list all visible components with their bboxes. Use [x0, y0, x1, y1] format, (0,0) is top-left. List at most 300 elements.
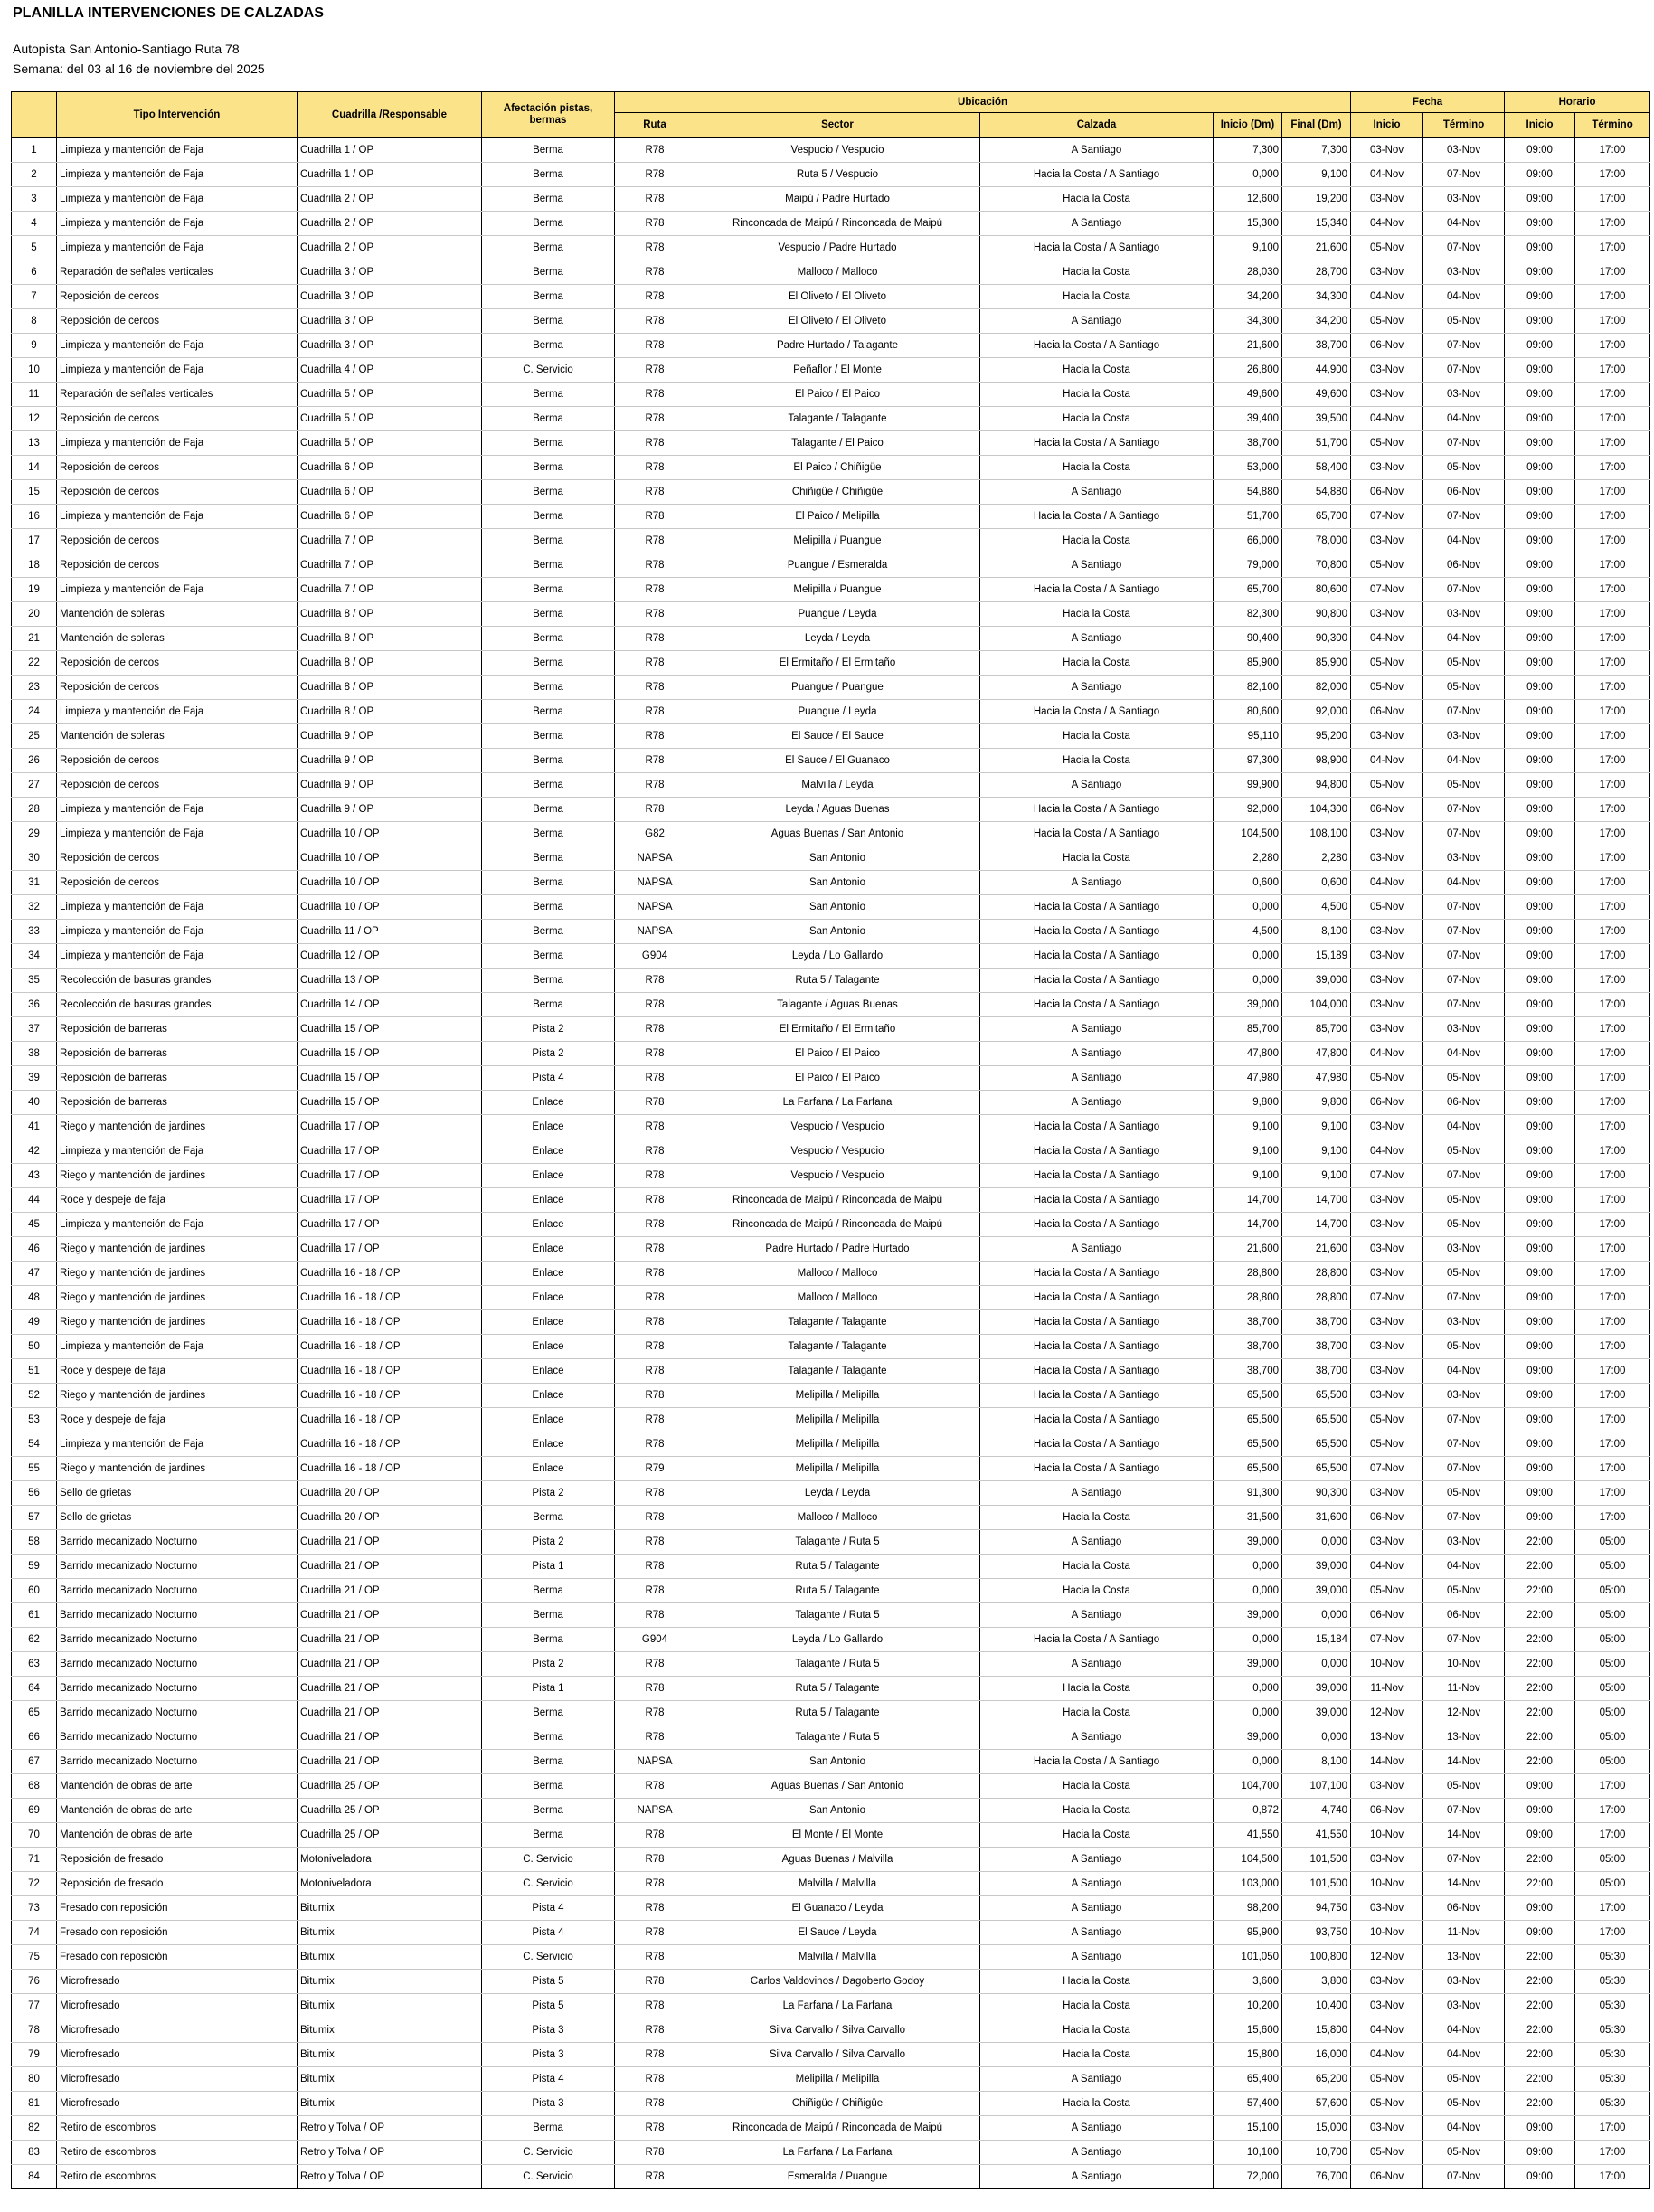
cell-horario-inicio: 09:00 [1505, 2165, 1575, 2189]
cell-final-dm: 85,900 [1282, 651, 1351, 676]
cell-number: 56 [12, 1481, 57, 1506]
cell-tipo: Limpieza y mantención de Faja [57, 1213, 298, 1237]
cell-tipo: Barrido mecanizado Nocturno [57, 1555, 298, 1579]
cell-fecha-inicio: 06-Nov [1351, 334, 1423, 358]
cell-horario-termino: 17:00 [1575, 1774, 1650, 1799]
cell-horario-termino: 05:30 [1575, 2043, 1650, 2067]
cell-inicio-dm: 65,700 [1214, 578, 1282, 602]
cell-horario-inicio: 09:00 [1505, 1335, 1575, 1359]
cell-fecha-inicio: 04-Nov [1351, 285, 1423, 309]
cell-afectacion: Berma [482, 969, 615, 993]
cell-number: 71 [12, 1848, 57, 1872]
cell-tipo: Fresado con reposición [57, 1945, 298, 1970]
cell-fecha-inicio: 04-Nov [1351, 2018, 1423, 2043]
cell-ruta: R78 [615, 1848, 695, 1872]
cell-tipo: Microfresado [57, 2018, 298, 2043]
cell-cuadrilla: Cuadrilla 21 / OP [298, 1725, 482, 1750]
cell-fecha-inicio: 06-Nov [1351, 798, 1423, 822]
cell-inicio-dm: 9,100 [1214, 1164, 1282, 1188]
cell-fecha-termino: 04-Nov [1423, 2018, 1505, 2043]
cell-horario-termino: 17:00 [1575, 187, 1650, 212]
cell-number: 78 [12, 2018, 57, 2043]
cell-calzada: Hacia la Costa [980, 1799, 1214, 1823]
cell-sector: Padre Hurtado / Talagante [695, 334, 980, 358]
cell-horario-inicio: 09:00 [1505, 1384, 1575, 1408]
cell-calzada: Hacia la Costa [980, 2092, 1214, 2116]
cell-number: 67 [12, 1750, 57, 1774]
cell-final-dm: 0,600 [1282, 871, 1351, 895]
cell-number: 14 [12, 456, 57, 480]
cell-tipo: Reposición de fresado [57, 1848, 298, 1872]
cell-sector: Leyda / Lo Gallardo [695, 1628, 980, 1652]
cell-sector: Padre Hurtado / Padre Hurtado [695, 1237, 980, 1262]
cell-horario-inicio: 09:00 [1505, 944, 1575, 969]
cell-calzada: Hacia la Costa [980, 602, 1214, 627]
cell-calzada: A Santiago [980, 1945, 1214, 1970]
cell-tipo: Mantención de obras de arte [57, 1774, 298, 1799]
cell-horario-inicio: 09:00 [1505, 676, 1575, 700]
cell-number: 38 [12, 1042, 57, 1066]
table-row [12, 187, 1650, 212]
cell-calzada: Hacia la Costa / A Santiago [980, 334, 1214, 358]
cell-fecha-inicio: 07-Nov [1351, 505, 1423, 529]
cell-inicio-dm: 3,600 [1214, 1970, 1282, 1994]
table-row [12, 798, 1650, 822]
cell-calzada: Hacia la Costa / A Santiago [980, 505, 1214, 529]
cell-final-dm: 104,000 [1282, 993, 1351, 1017]
cell-ruta: R78 [615, 1408, 695, 1432]
cell-tipo: Recolección de basuras grandes [57, 969, 298, 993]
cell-cuadrilla: Cuadrilla 8 / OP [298, 676, 482, 700]
table-row [12, 1799, 1650, 1823]
table-row [12, 846, 1650, 871]
table-row [12, 1970, 1650, 1994]
cell-cuadrilla: Bitumix [298, 1896, 482, 1921]
cell-fecha-termino: 05-Nov [1423, 1066, 1505, 1091]
cell-fecha-inicio: 04-Nov [1351, 749, 1423, 773]
cell-horario-termino: 05:00 [1575, 1750, 1650, 1774]
cell-final-dm: 16,000 [1282, 2043, 1351, 2067]
cell-fecha-inicio: 07-Nov [1351, 1164, 1423, 1188]
cell-cuadrilla: Bitumix [298, 1945, 482, 1970]
cell-afectacion: Berma [482, 724, 615, 749]
cell-fecha-termino: 05-Nov [1423, 651, 1505, 676]
cell-final-dm: 21,600 [1282, 1237, 1351, 1262]
cell-horario-inicio: 09:00 [1505, 505, 1575, 529]
cell-cuadrilla: Cuadrilla 15 / OP [298, 1042, 482, 1066]
cell-calzada: Hacia la Costa [980, 383, 1214, 407]
cell-ruta: R78 [615, 1213, 695, 1237]
cell-tipo: Mantención de soleras [57, 627, 298, 651]
cell-sector: Talagante / Talagante [695, 1310, 980, 1335]
cell-calzada: Hacia la Costa / A Santiago [980, 895, 1214, 920]
cell-fecha-termino: 07-Nov [1423, 2165, 1505, 2189]
cell-number: 39 [12, 1066, 57, 1091]
cell-afectacion: Enlace [482, 1237, 615, 1262]
cell-tipo: Reposición de cercos [57, 407, 298, 431]
cell-afectacion: Pista 4 [482, 2067, 615, 2092]
cell-tipo: Microfresado [57, 1994, 298, 2018]
cell-calzada: A Santiago [980, 1091, 1214, 1115]
cell-ruta: R78 [615, 529, 695, 553]
cell-tipo: Barrido mecanizado Nocturno [57, 1579, 298, 1603]
cell-tipo: Reparación de señales verticales [57, 383, 298, 407]
cell-calzada: A Santiago [980, 1481, 1214, 1506]
cell-number: 77 [12, 1994, 57, 2018]
cell-horario-termino: 17:00 [1575, 1481, 1650, 1506]
table-row [12, 1677, 1650, 1701]
cell-calzada: A Santiago [980, 1603, 1214, 1628]
cell-ruta: R78 [615, 969, 695, 993]
cell-ruta: R78 [615, 187, 695, 212]
cell-sector: El Paico / El Paico [695, 383, 980, 407]
cell-horario-termino: 17:00 [1575, 724, 1650, 749]
table-row [12, 480, 1650, 505]
cell-final-dm: 2,280 [1282, 846, 1351, 871]
cell-ruta: R78 [615, 1652, 695, 1677]
cell-horario-inicio: 09:00 [1505, 1066, 1575, 1091]
cell-horario-termino: 17:00 [1575, 1457, 1650, 1481]
cell-horario-termino: 17:00 [1575, 1066, 1650, 1091]
cell-fecha-inicio: 03-Nov [1351, 1017, 1423, 1042]
cell-number: 36 [12, 993, 57, 1017]
cell-cuadrilla: Cuadrilla 20 / OP [298, 1506, 482, 1530]
cell-calzada: Hacia la Costa [980, 1823, 1214, 1848]
cell-sector: Vespucio / Vespucio [695, 1115, 980, 1139]
cell-horario-inicio: 09:00 [1505, 700, 1575, 724]
cell-sector: El Ermitaño / El Ermitaño [695, 651, 980, 676]
cell-fecha-termino: 07-Nov [1423, 895, 1505, 920]
col-header-horario-inicio: Inicio [1505, 113, 1575, 138]
cell-calzada: Hacia la Costa / A Santiago [980, 578, 1214, 602]
cell-horario-termino: 05:30 [1575, 2018, 1650, 2043]
cell-inicio-dm: 9,100 [1214, 1115, 1282, 1139]
cell-tipo: Limpieza y mantención de Faja [57, 1335, 298, 1359]
cell-fecha-termino: 06-Nov [1423, 1603, 1505, 1628]
group-header-fecha: Fecha [1351, 92, 1505, 113]
cell-horario-termino: 17:00 [1575, 920, 1650, 944]
cell-cuadrilla: Cuadrilla 16 - 18 / OP [298, 1359, 482, 1384]
cell-final-dm: 9,100 [1282, 1139, 1351, 1164]
cell-horario-termino: 17:00 [1575, 846, 1650, 871]
table-row [12, 1091, 1650, 1115]
table-row [12, 920, 1650, 944]
cell-inicio-dm: 28,800 [1214, 1286, 1282, 1310]
cell-inicio-dm: 9,800 [1214, 1091, 1282, 1115]
cell-calzada: Hacia la Costa / A Santiago [980, 1457, 1214, 1481]
cell-number: 54 [12, 1432, 57, 1457]
table-row [12, 1017, 1650, 1042]
cell-final-dm: 39,000 [1282, 1579, 1351, 1603]
cell-cuadrilla: Cuadrilla 8 / OP [298, 651, 482, 676]
cell-fecha-termino: 04-Nov [1423, 749, 1505, 773]
cell-tipo: Riego y mantención de jardines [57, 1286, 298, 1310]
cell-final-dm: 41,550 [1282, 1823, 1351, 1848]
cell-number: 80 [12, 2067, 57, 2092]
cell-ruta: R78 [615, 1823, 695, 1848]
cell-horario-termino: 17:00 [1575, 1310, 1650, 1335]
cell-ruta: R78 [615, 651, 695, 676]
cell-inicio-dm: 66,000 [1214, 529, 1282, 553]
cell-calzada: Hacia la Costa [980, 260, 1214, 285]
cell-final-dm: 54,880 [1282, 480, 1351, 505]
cell-fecha-termino: 07-Nov [1423, 334, 1505, 358]
cell-ruta: R78 [615, 212, 695, 236]
cell-calzada: A Santiago [980, 1237, 1214, 1262]
cell-fecha-inicio: 04-Nov [1351, 871, 1423, 895]
cell-fecha-inicio: 12-Nov [1351, 1701, 1423, 1725]
cell-fecha-inicio: 03-Nov [1351, 1115, 1423, 1139]
cell-inicio-dm: 90,400 [1214, 627, 1282, 651]
cell-fecha-inicio: 03-Nov [1351, 944, 1423, 969]
cell-afectacion: Pista 1 [482, 1677, 615, 1701]
cell-fecha-inicio: 03-Nov [1351, 260, 1423, 285]
cell-horario-inicio: 09:00 [1505, 1457, 1575, 1481]
cell-sector: Vespucio / Vespucio [695, 1139, 980, 1164]
cell-number: 45 [12, 1213, 57, 1237]
cell-calzada: Hacia la Costa / A Santiago [980, 944, 1214, 969]
cell-sector: Talagante / Ruta 5 [695, 1603, 980, 1628]
cell-cuadrilla: Bitumix [298, 2067, 482, 2092]
cell-fecha-inicio: 06-Nov [1351, 1799, 1423, 1823]
cell-horario-termino: 17:00 [1575, 895, 1650, 920]
cell-sector: El Guanaco / Leyda [695, 1896, 980, 1921]
cell-number: 61 [12, 1603, 57, 1628]
cell-cuadrilla: Cuadrilla 17 / OP [298, 1237, 482, 1262]
cell-afectacion: Berma [482, 1628, 615, 1652]
cell-fecha-termino: 05-Nov [1423, 1213, 1505, 1237]
cell-final-dm: 15,189 [1282, 944, 1351, 969]
cell-fecha-termino: 03-Nov [1423, 187, 1505, 212]
cell-fecha-inicio: 04-Nov [1351, 407, 1423, 431]
cell-horario-inicio: 09:00 [1505, 358, 1575, 383]
cell-ruta: R78 [615, 627, 695, 651]
cell-fecha-termino: 07-Nov [1423, 969, 1505, 993]
cell-number: 10 [12, 358, 57, 383]
cell-sector: Puangue / Esmeralda [695, 553, 980, 578]
cell-cuadrilla: Bitumix [298, 2043, 482, 2067]
cell-number: 23 [12, 676, 57, 700]
cell-cuadrilla: Bitumix [298, 1970, 482, 1994]
cell-final-dm: 21,600 [1282, 236, 1351, 260]
cell-cuadrilla: Cuadrilla 17 / OP [298, 1164, 482, 1188]
cell-horario-inicio: 09:00 [1505, 993, 1575, 1017]
table-row [12, 2018, 1650, 2043]
cell-horario-termino: 05:00 [1575, 1725, 1650, 1750]
cell-horario-inicio: 09:00 [1505, 1921, 1575, 1945]
cell-cuadrilla: Cuadrilla 16 - 18 / OP [298, 1408, 482, 1432]
cell-horario-termino: 17:00 [1575, 1164, 1650, 1188]
cell-horario-termino: 17:00 [1575, 431, 1650, 456]
cell-horario-inicio: 09:00 [1505, 1188, 1575, 1213]
cell-tipo: Reposición de cercos [57, 553, 298, 578]
cell-fecha-termino: 05-Nov [1423, 1774, 1505, 1799]
cell-ruta: NAPSA [615, 920, 695, 944]
cell-ruta: NAPSA [615, 895, 695, 920]
cell-calzada: Hacia la Costa / A Santiago [980, 1213, 1214, 1237]
cell-cuadrilla: Cuadrilla 17 / OP [298, 1115, 482, 1139]
cell-number: 46 [12, 1237, 57, 1262]
cell-final-dm: 65,500 [1282, 1384, 1351, 1408]
cell-tipo: Limpieza y mantención de Faja [57, 334, 298, 358]
col-header-fecha-inicio: Inicio [1351, 113, 1423, 138]
cell-fecha-termino: 03-Nov [1423, 1970, 1505, 1994]
cell-ruta: R78 [615, 1603, 695, 1628]
table-row [12, 1115, 1650, 1139]
cell-ruta: R78 [615, 1725, 695, 1750]
cell-sector: Puangue / Puangue [695, 676, 980, 700]
cell-fecha-termino: 12-Nov [1423, 1701, 1505, 1725]
cell-number: 75 [12, 1945, 57, 1970]
cell-fecha-termino: 13-Nov [1423, 1945, 1505, 1970]
cell-horario-termino: 17:00 [1575, 529, 1650, 553]
cell-afectacion: Enlace [482, 1139, 615, 1164]
cell-number: 37 [12, 1017, 57, 1042]
cell-cuadrilla: Cuadrilla 1 / OP [298, 138, 482, 163]
cell-inicio-dm: 39,000 [1214, 993, 1282, 1017]
cell-fecha-termino: 07-Nov [1423, 1457, 1505, 1481]
cell-calzada: A Santiago [980, 1017, 1214, 1042]
cell-horario-termino: 05:00 [1575, 1579, 1650, 1603]
cell-afectacion: Berma [482, 798, 615, 822]
cell-cuadrilla: Cuadrilla 7 / OP [298, 553, 482, 578]
cell-final-dm: 39,000 [1282, 1555, 1351, 1579]
cell-final-dm: 39,000 [1282, 1677, 1351, 1701]
cell-ruta: NAPSA [615, 846, 695, 871]
cell-calzada: Hacia la Costa [980, 187, 1214, 212]
cell-cuadrilla: Cuadrilla 8 / OP [298, 602, 482, 627]
cell-horario-termino: 05:30 [1575, 2092, 1650, 2116]
cell-ruta: R78 [615, 602, 695, 627]
cell-afectacion: Enlace [482, 1213, 615, 1237]
cell-afectacion: Berma [482, 627, 615, 651]
cell-horario-termino: 17:00 [1575, 798, 1650, 822]
cell-fecha-termino: 05-Nov [1423, 456, 1505, 480]
cell-number: 79 [12, 2043, 57, 2067]
cell-sector: Puangue / Leyda [695, 602, 980, 627]
cell-afectacion: Berma [482, 920, 615, 944]
cell-fecha-termino: 05-Nov [1423, 2067, 1505, 2092]
cell-ruta: R78 [615, 2165, 695, 2189]
cell-horario-inicio: 09:00 [1505, 529, 1575, 553]
cell-cuadrilla: Cuadrilla 1 / OP [298, 163, 482, 187]
cell-tipo: Riego y mantención de jardines [57, 1384, 298, 1408]
cell-calzada: Hacia la Costa / A Santiago [980, 1359, 1214, 1384]
cell-calzada: A Santiago [980, 676, 1214, 700]
cell-final-dm: 14,700 [1282, 1188, 1351, 1213]
table-row [12, 1872, 1650, 1896]
cell-cuadrilla: Cuadrilla 21 / OP [298, 1555, 482, 1579]
cell-final-dm: 38,700 [1282, 1310, 1351, 1335]
cell-calzada: Hacia la Costa / A Santiago [980, 822, 1214, 846]
cell-final-dm: 0,000 [1282, 1603, 1351, 1628]
cell-cuadrilla: Retro y Tolva / OP [298, 2141, 482, 2165]
cell-tipo: Barrido mecanizado Nocturno [57, 1677, 298, 1701]
cell-fecha-termino: 04-Nov [1423, 285, 1505, 309]
cell-inicio-dm: 53,000 [1214, 456, 1282, 480]
col-header-inicio-dm: Inicio (Dm) [1214, 113, 1282, 138]
cell-inicio-dm: 0,000 [1214, 944, 1282, 969]
cell-horario-termino: 17:00 [1575, 602, 1650, 627]
cell-sector: Aguas Buenas / San Antonio [695, 822, 980, 846]
cell-horario-termino: 05:30 [1575, 1970, 1650, 1994]
cell-afectacion: Berma [482, 529, 615, 553]
cell-final-dm: 4,500 [1282, 895, 1351, 920]
cell-ruta: R78 [615, 2067, 695, 2092]
cell-sector: Leyda / Leyda [695, 1481, 980, 1506]
cell-fecha-termino: 07-Nov [1423, 1286, 1505, 1310]
cell-cuadrilla: Cuadrilla 16 - 18 / OP [298, 1432, 482, 1457]
cell-cuadrilla: Cuadrilla 21 / OP [298, 1530, 482, 1555]
cell-final-dm: 51,700 [1282, 431, 1351, 456]
cell-fecha-inicio: 03-Nov [1351, 969, 1423, 993]
cell-horario-inicio: 09:00 [1505, 1262, 1575, 1286]
cell-fecha-termino: 05-Nov [1423, 773, 1505, 798]
cell-calzada: A Santiago [980, 480, 1214, 505]
cell-sector: Melipilla / Puangue [695, 529, 980, 553]
cell-inicio-dm: 39,000 [1214, 1530, 1282, 1555]
cell-fecha-inicio: 03-Nov [1351, 1530, 1423, 1555]
cell-ruta: R78 [615, 993, 695, 1017]
cell-sector: Talagante / El Paico [695, 431, 980, 456]
cell-afectacion: Berma [482, 236, 615, 260]
cell-horario-inicio: 22:00 [1505, 1994, 1575, 2018]
cell-inicio-dm: 104,500 [1214, 1848, 1282, 1872]
cell-horario-termino: 17:00 [1575, 1799, 1650, 1823]
cell-inicio-dm: 9,100 [1214, 1139, 1282, 1164]
cell-inicio-dm: 34,200 [1214, 285, 1282, 309]
cell-number: 12 [12, 407, 57, 431]
cell-afectacion: Pista 2 [482, 1652, 615, 1677]
cell-final-dm: 0,000 [1282, 1652, 1351, 1677]
cell-horario-termino: 17:00 [1575, 383, 1650, 407]
cell-tipo: Reposición de barreras [57, 1017, 298, 1042]
cell-afectacion: Enlace [482, 1286, 615, 1310]
cell-horario-inicio: 22:00 [1505, 2067, 1575, 2092]
cell-sector: Ruta 5 / Talagante [695, 969, 980, 993]
cell-number: 83 [12, 2141, 57, 2165]
cell-cuadrilla: Cuadrilla 14 / OP [298, 993, 482, 1017]
cell-tipo: Limpieza y mantención de Faja [57, 578, 298, 602]
cell-ruta: R78 [615, 1872, 695, 1896]
cell-horario-inicio: 22:00 [1505, 1652, 1575, 1677]
cell-number: 18 [12, 553, 57, 578]
cell-cuadrilla: Cuadrilla 11 / OP [298, 920, 482, 944]
cell-fecha-inicio: 04-Nov [1351, 212, 1423, 236]
cell-cuadrilla: Cuadrilla 10 / OP [298, 846, 482, 871]
cell-inicio-dm: 0,600 [1214, 871, 1282, 895]
cell-horario-termino: 17:00 [1575, 1896, 1650, 1921]
cell-sector: Talagante / Aguas Buenas [695, 993, 980, 1017]
table-row [12, 1139, 1650, 1164]
cell-final-dm: 107,100 [1282, 1774, 1351, 1799]
col-header-calzada: Calzada [980, 113, 1214, 138]
cell-fecha-termino: 07-Nov [1423, 920, 1505, 944]
cell-fecha-termino: 03-Nov [1423, 1530, 1505, 1555]
cell-afectacion: Pista 2 [482, 1530, 615, 1555]
cell-horario-termino: 17:00 [1575, 1139, 1650, 1164]
cell-ruta: R78 [615, 407, 695, 431]
cell-afectacion: Pista 2 [482, 1017, 615, 1042]
cell-tipo: Reposición de cercos [57, 871, 298, 895]
cell-fecha-inicio: 06-Nov [1351, 700, 1423, 724]
cell-final-dm: 34,300 [1282, 285, 1351, 309]
cell-cuadrilla: Cuadrilla 9 / OP [298, 773, 482, 798]
table-row [12, 1310, 1650, 1335]
cell-fecha-termino: 06-Nov [1423, 1091, 1505, 1115]
cell-fecha-termino: 03-Nov [1423, 1310, 1505, 1335]
cell-tipo: Retiro de escombros [57, 2141, 298, 2165]
